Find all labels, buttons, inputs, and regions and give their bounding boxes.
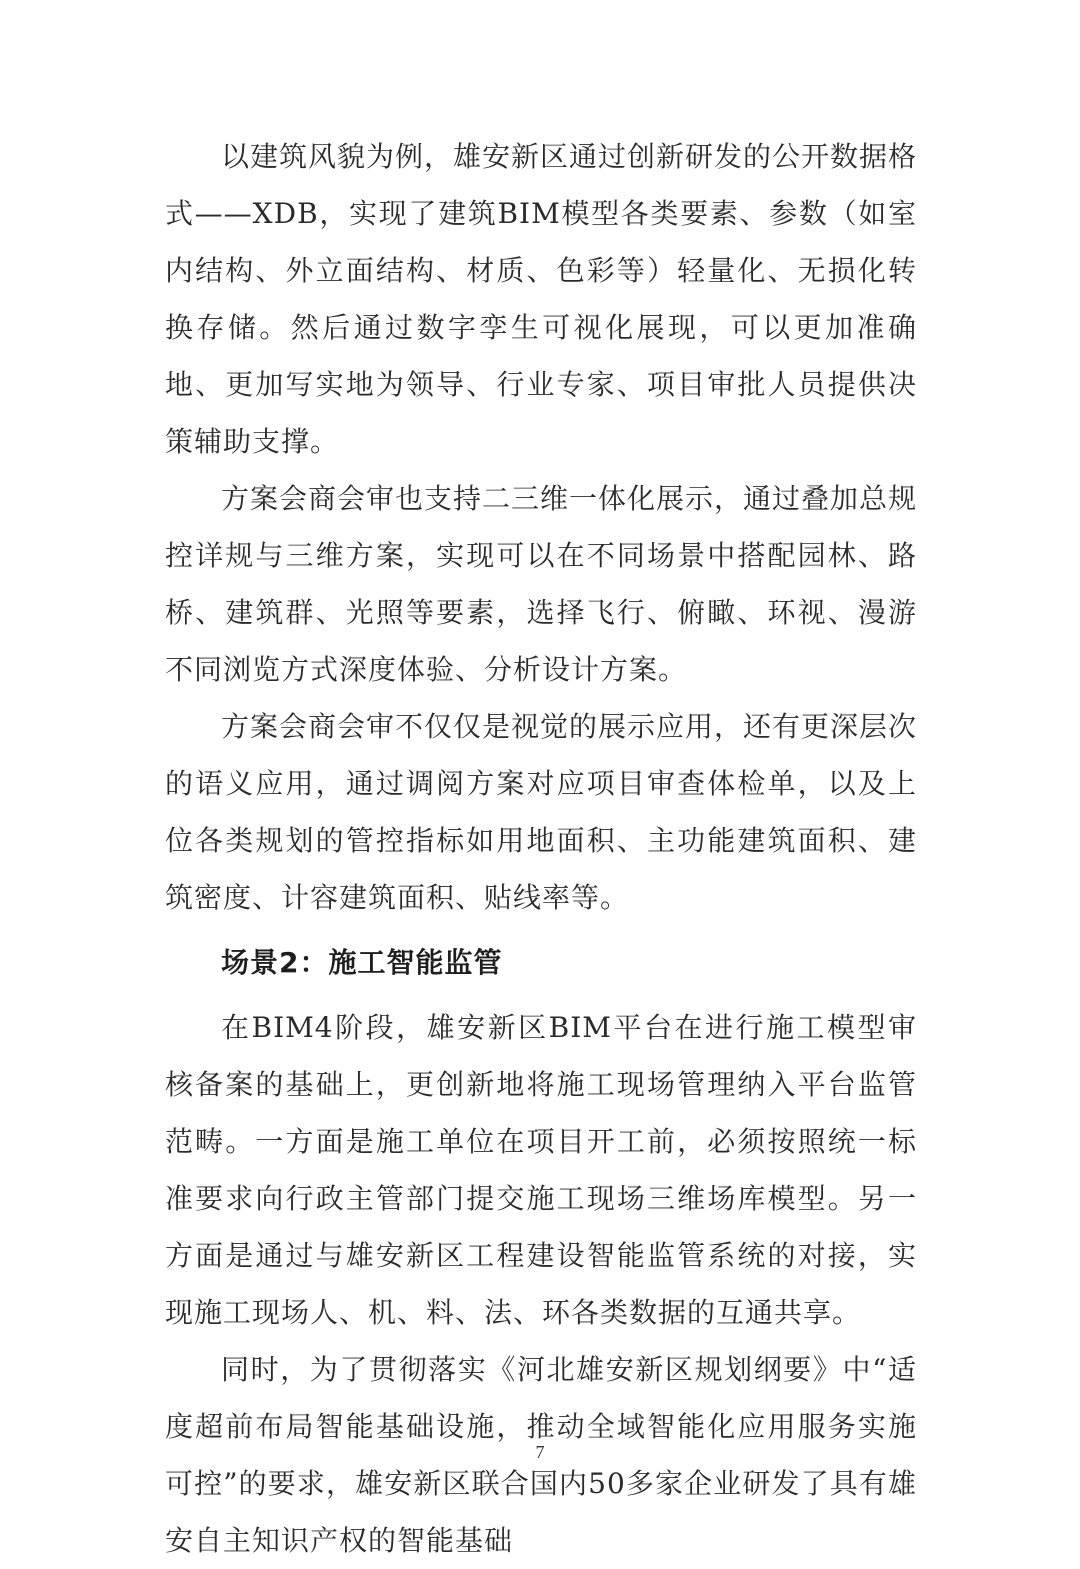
page-body [165, 128, 917, 1569]
section-heading-scene-2: 场景2：施工智能监管 [221, 946, 503, 979]
paragraph-semantic-application: 方案会商会审不仅仅是视觉的展示应用，还有更深层次的语义应用，通过调阅方案对应项目审查体检单，以及上位各类规划的管控指标如用地面积、主功能建筑面积、建筑密度、计容建筑面积、贴线率等。 [165, 710, 918, 914]
paragraph-building-style: 以建筑风貌为例，雄安新区通过创新研发的公开数据格式——XDB，实现了建筑BIM模型各类要素、参数（如室内结构、外立面结构、材质、色彩等）轻量化、无损化转换存储。然后通过数字孪生可视化展现，可以更加准确地、更加写实地为领导、行业专家、项目审批人员提供决策辅助支撑。 [165, 140, 918, 458]
page-number: 7 [535, 1442, 545, 1462]
paragraph-planning-outline: 同时，为了贯彻落实《河北雄安新区规划纲要》中“适度超前布局智能基础设施，推动全域智能化应用服务实施可控”的要求，雄安新区联合国内50多家企业研发了具有雄安自主知识产权的智能基础 [165, 1353, 917, 1557]
paragraph-2d-3d-display: 方案会商会审也支持二三维一体化展示，通过叠加总规控详规与三维方案，实现可以在不同场景中搭配园林、路桥、建筑群、光照等要素，选择飞行、俯瞰、环视、漫游不同浏览方式深度体验、分析设计方案。 [165, 482, 918, 686]
paragraph-bim4-stage: 在BIM4阶段，雄安新区BIM平台在进行施工模型审核备案的基础上，更创新地将施工现场管理纳入平台监管范畴。一方面是施工单位在项目开工前，必须按照统一标准要求向行政主管部门提交施工现场三维场库模型。另一方面是通过与雄安新区工程建设智能监管系统的对接，实现施工现场人、机、料、法、环各类数据的互通共享。 [165, 1011, 917, 1329]
